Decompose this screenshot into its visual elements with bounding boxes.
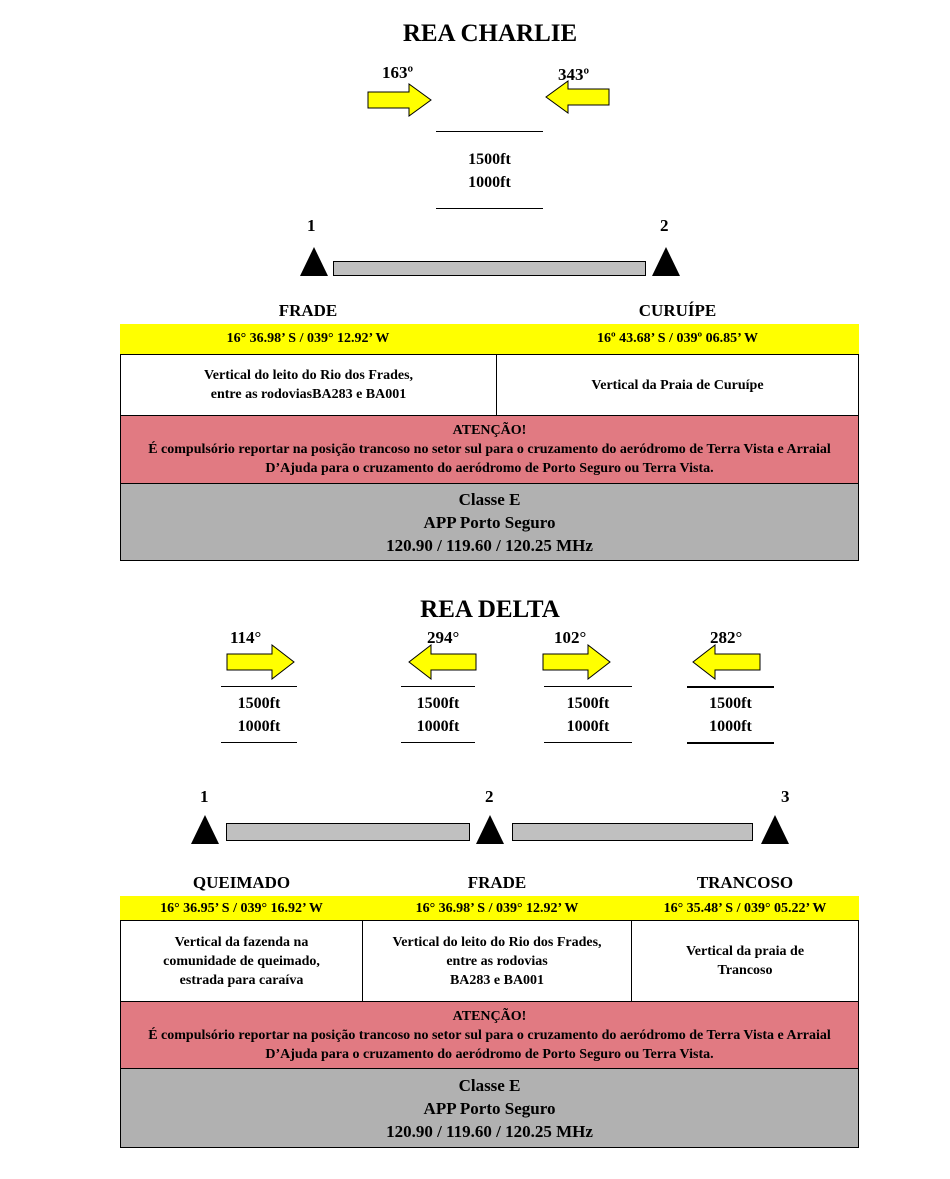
altitude-bottom-line [436, 208, 543, 209]
route-bar [226, 823, 470, 841]
control-unit: APP Porto Seguro [423, 512, 556, 532]
charlie-desc-1: Vertical do leito do Rio dos Frades, entre as rodoviasBA283 e BA001 [120, 354, 497, 416]
rea-charlie-title: REA CHARLIE [402, 20, 578, 47]
triangle-waypoint-icon [652, 247, 680, 276]
attention-text: É compulsório reportar na posição trancoso no setor sul para o cruzamento do aeródromo de Terra Vista e Arraial D’Ajuda para o cruzamento do aeródromo de Porto Seguro ou Terra Vista. [148, 1027, 831, 1062]
delta-point-1-label: 1 [200, 787, 209, 806]
frequencies: 120.90 / 119.60 / 120.25 MHz [386, 1121, 593, 1141]
delta-desc-1: Vertical da fazenda na comunidade de queimado, estrada para caraíva [120, 920, 363, 1002]
delta-desc-3: Vertical da praia de Trancoso [631, 920, 859, 1002]
delta-desc-2: Vertical do leito do Rio dos Frades, entre as rodovias BA283 e BA001 [362, 920, 632, 1002]
charlie-attention-box [120, 415, 859, 484]
attention-title: ATENÇÃO! [452, 423, 527, 438]
altitude-top-line [436, 131, 543, 132]
delta-heading-1: 114° [230, 628, 262, 647]
route-bar [333, 261, 646, 276]
charlie-point-1-label: 1 [307, 216, 316, 235]
frequencies: 120.90 / 119.60 / 120.25 MHz [386, 535, 593, 555]
charlie-heading-2: 343º [558, 65, 590, 84]
charlie-altitudes: 1500ft 1000ft [468, 151, 511, 191]
delta-name-1: QUEIMADO [192, 873, 291, 892]
charlie-name-2: CURUÍPE [638, 301, 717, 320]
charlie-point-2-label: 2 [660, 216, 669, 235]
delta-heading-4: 282° [710, 628, 743, 647]
arrow-right-icon [367, 83, 433, 117]
charlie-coord-2: 16º 43.68’ S / 039º 06.85’ W [496, 324, 859, 354]
arrow-left-icon [544, 80, 610, 114]
charlie-heading-1: 163º [382, 63, 414, 82]
triangle-waypoint-icon [476, 815, 504, 844]
delta-altitudes-1: 1500ft 1000ft [237, 695, 281, 735]
control-unit: APP Porto Seguro [423, 1098, 556, 1118]
altitude-top-line [544, 686, 632, 687]
rea-delta-title: REA DELTA [420, 596, 560, 623]
charlie-class-box [120, 483, 859, 561]
delta-class-box [120, 1068, 859, 1148]
delta-altitudes-3: 1500ft 1000ft [566, 695, 610, 735]
arrow-right-icon [542, 644, 612, 680]
delta-name-3: TRANCOSO [696, 873, 794, 892]
triangle-waypoint-icon [761, 815, 789, 844]
charlie-desc-2: Vertical da Praia de Curuípe [496, 354, 859, 416]
altitude-bottom-line [687, 742, 774, 744]
delta-coord-3: 16° 35.48’ S / 039° 05.22’ W [631, 896, 859, 921]
triangle-waypoint-icon [300, 247, 328, 276]
route-bar [512, 823, 753, 841]
delta-coord-1: 16° 36.95’ S / 039° 16.92’ W [120, 896, 363, 921]
delta-altitudes-2: 1500ft 1000ft [416, 695, 460, 735]
delta-point-3-label: 3 [781, 787, 790, 806]
delta-name-2: FRADE [467, 873, 527, 892]
arrow-right-icon [226, 644, 296, 680]
charlie-name-1: FRADE [278, 301, 338, 320]
airspace-class: Classe E [458, 1075, 521, 1095]
airspace-class: Classe E [458, 489, 521, 509]
delta-altitudes-4: 1500ft 1000ft [709, 695, 752, 735]
attention-title: ATENÇÃO! [452, 1008, 527, 1024]
delta-heading-2: 294° [427, 628, 460, 647]
delta-coord-2: 16° 36.98’ S / 039° 12.92’ W [362, 896, 632, 921]
arrow-left-icon [407, 644, 477, 680]
altitude-bottom-line [401, 742, 475, 743]
attention-text: É compulsório reportar na posição trancoso no setor sul para o cruzamento do aeródromo de Terra Vista e Arraial D’Ajuda para o cruzamento do aeródromo de Porto Seguro ou Terra Vista. [148, 442, 831, 476]
delta-attention-box [120, 1001, 859, 1069]
altitude-bottom-line [221, 742, 297, 743]
charlie-coord-1: 16° 36.98’ S / 039° 12.92’ W [120, 324, 496, 354]
altitude-top-line [401, 686, 475, 687]
arrow-left-icon [691, 644, 761, 680]
delta-heading-3: 102° [554, 628, 587, 647]
delta-point-2-label: 2 [485, 787, 494, 806]
altitude-top-line [221, 686, 297, 687]
altitude-top-line [687, 686, 774, 688]
triangle-waypoint-icon [191, 815, 219, 844]
altitude-bottom-line [544, 742, 632, 743]
